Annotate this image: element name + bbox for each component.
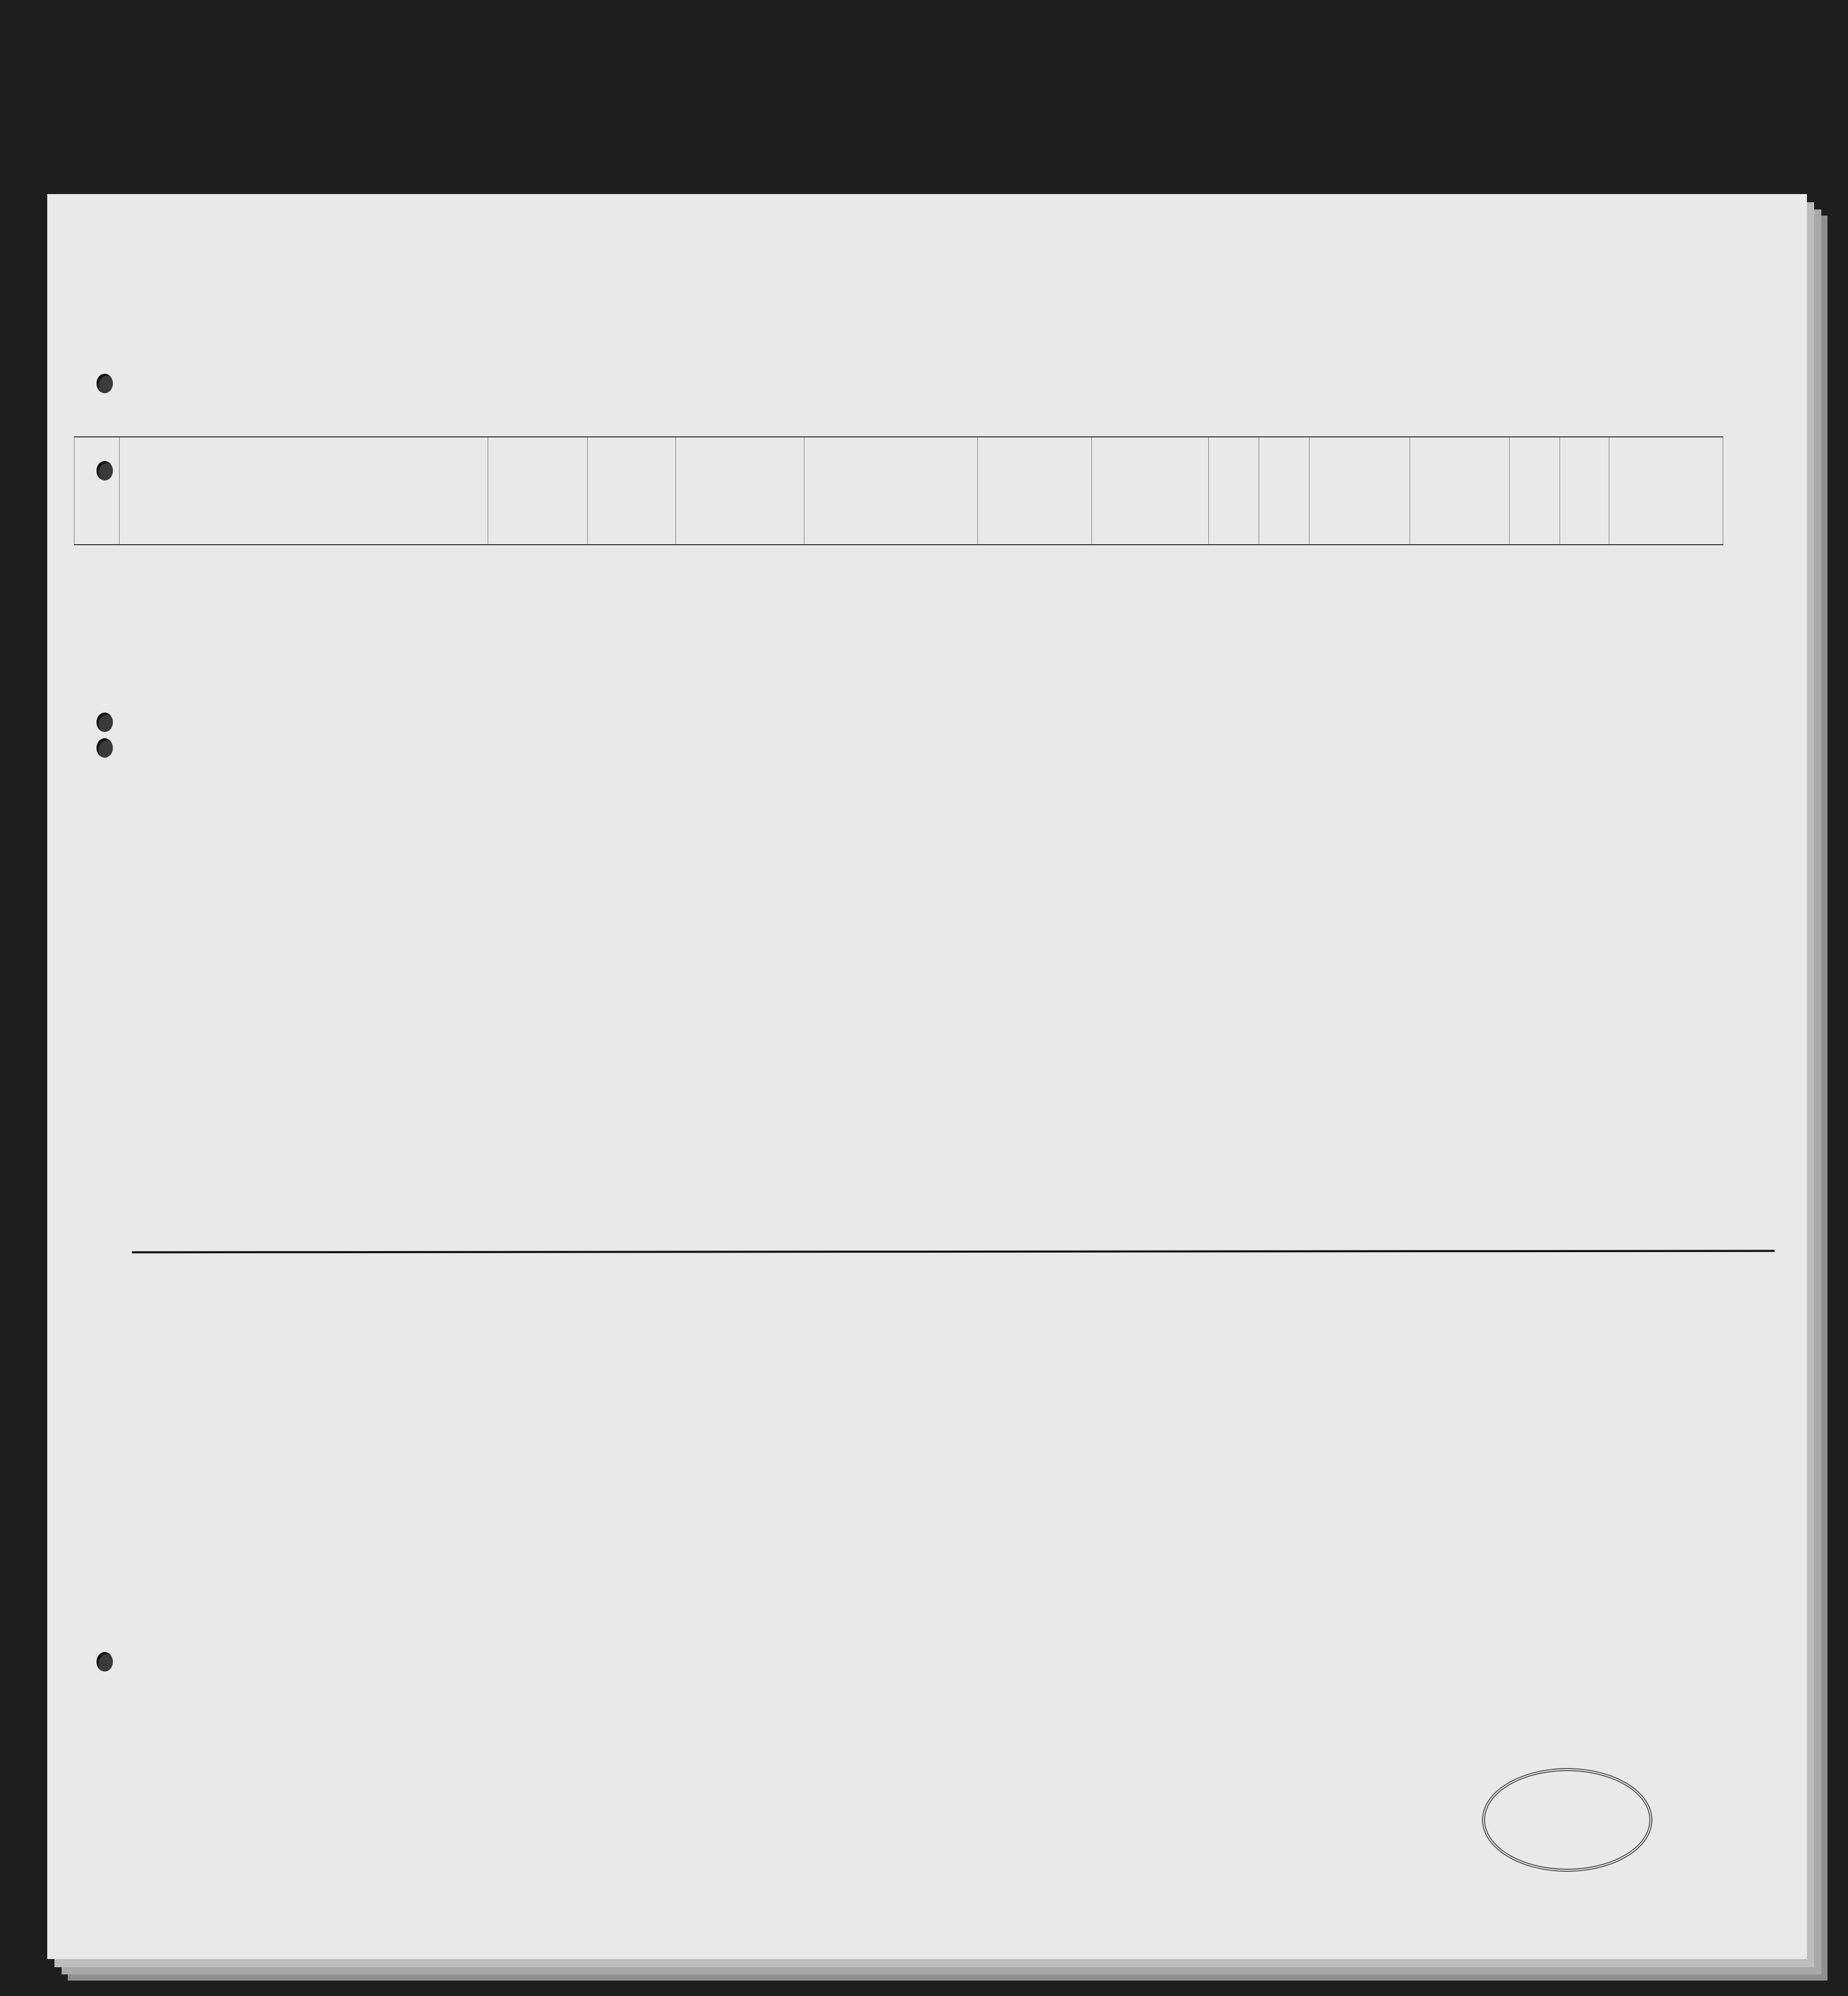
manifest-sheet (47, 194, 1807, 1959)
binder-hole (97, 738, 113, 758)
col-physical-marks-header (1609, 437, 1723, 545)
col-height-header (1510, 437, 1560, 545)
col-race-header (1310, 437, 1410, 545)
col-id-card-header (488, 437, 588, 545)
col-age-header (1209, 437, 1259, 545)
binder-hole (97, 713, 113, 732)
col-name-header (120, 437, 488, 545)
col-service-header (588, 437, 676, 545)
col-paid-off-header (978, 437, 1092, 545)
col-nationality-header (1410, 437, 1510, 545)
binder-hole (97, 461, 113, 481)
col-position-header (676, 437, 804, 545)
col-list-no-header (74, 437, 120, 545)
office-stamp (1482, 1768, 1652, 1872)
row-13-strikeout (132, 1250, 1775, 1254)
col-sex-header (1259, 437, 1310, 545)
binder-hole (97, 374, 113, 393)
col-read-header (1092, 437, 1209, 545)
crew-manifest-table (74, 436, 1723, 545)
binder-hole (97, 1652, 113, 1672)
col-weight-header (1560, 437, 1609, 545)
col-shipped-header (804, 437, 978, 545)
